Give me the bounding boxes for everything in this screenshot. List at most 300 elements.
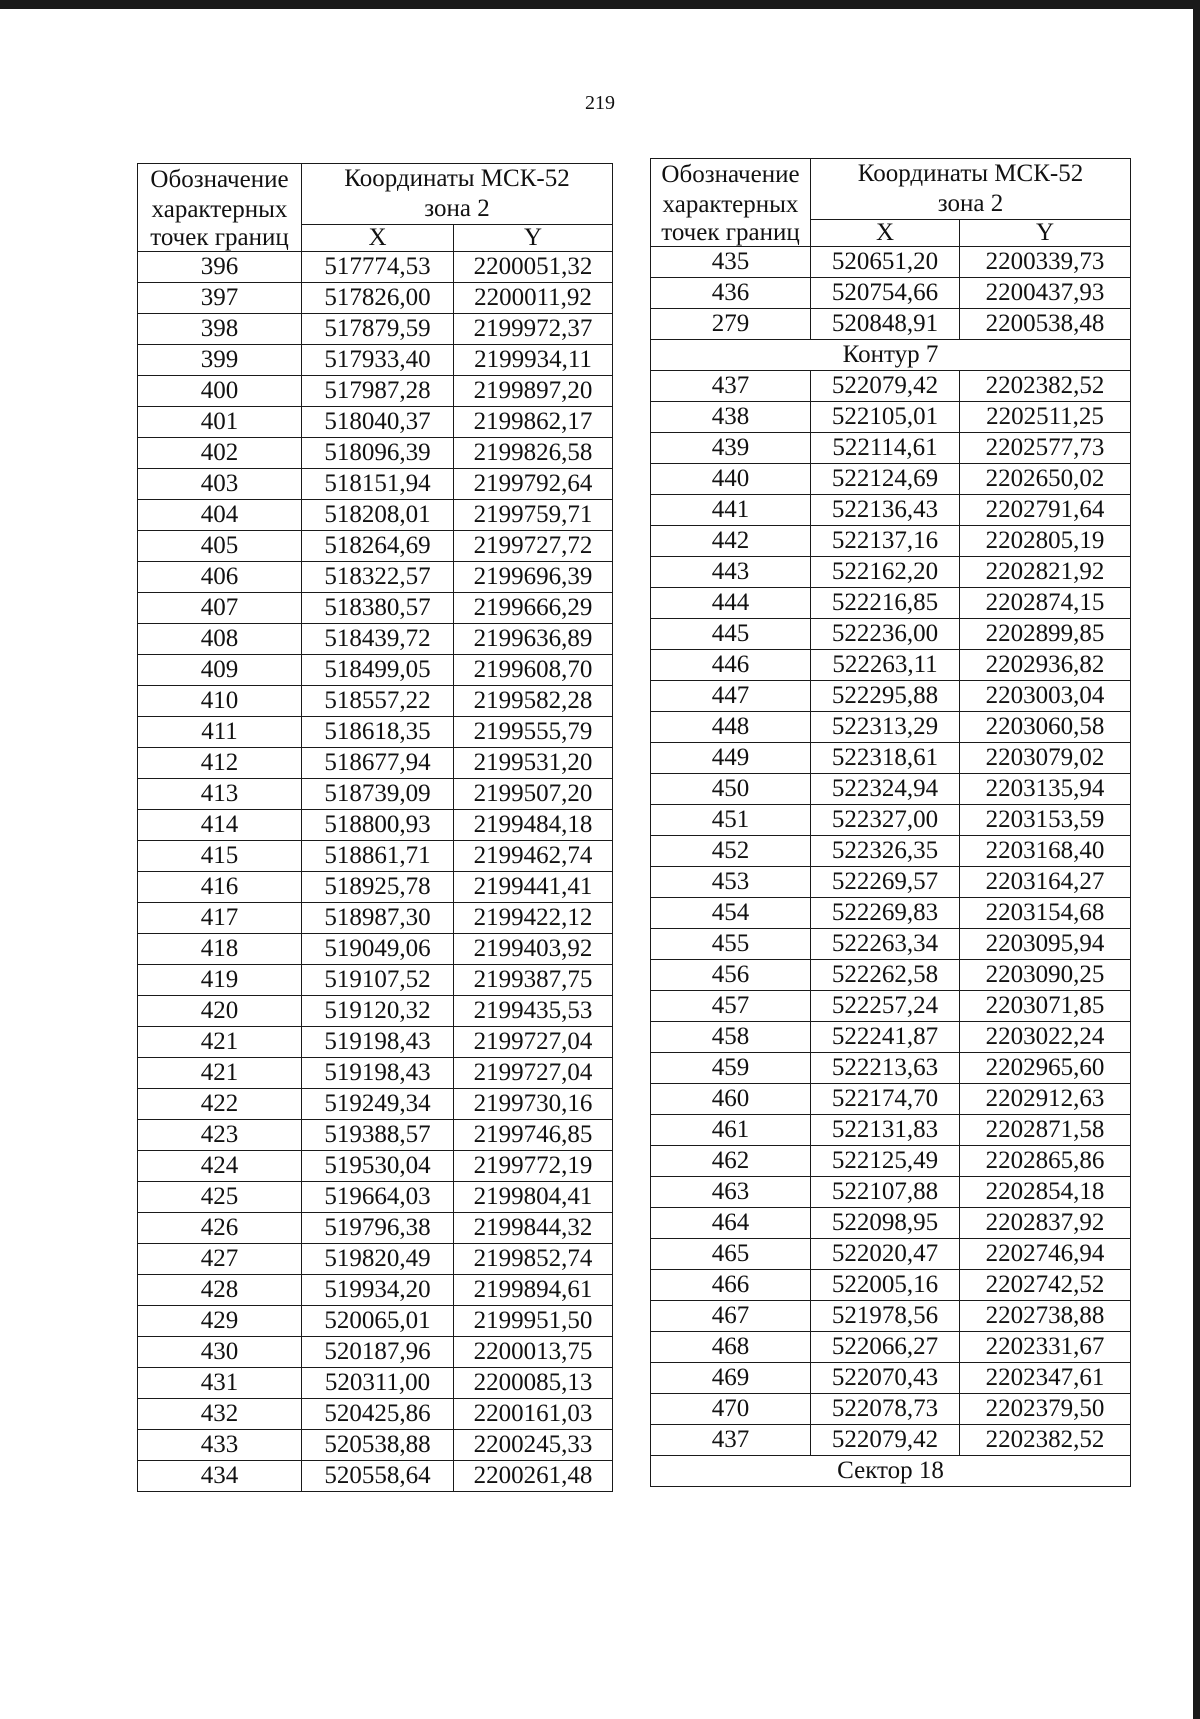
y-axis-header: Y: [454, 225, 613, 252]
table-row: [138, 469, 613, 500]
point-id-cell: 410: [138, 686, 302, 717]
table-row: [138, 1058, 613, 1089]
table-header: [651, 159, 1131, 247]
point-id-cell: 424: [138, 1151, 302, 1182]
page-number: 219: [585, 92, 615, 114]
x-coordinate-cell: 522324,94: [811, 774, 960, 805]
table-row: [138, 655, 613, 686]
table-row: [651, 898, 1131, 929]
point-id-cell: 422: [138, 1089, 302, 1120]
table-row: [138, 965, 613, 996]
y-coordinate-cell: 2202347,61: [960, 1363, 1131, 1394]
table-row: [651, 929, 1131, 960]
point-id-cell: 430: [138, 1337, 302, 1368]
point-id-cell: 412: [138, 748, 302, 779]
x-coordinate-cell: 522079,42: [811, 371, 960, 402]
point-id-cell: 437: [651, 1425, 811, 1456]
point-id-cell: 434: [138, 1461, 302, 1492]
table-row: [138, 1275, 613, 1306]
point-id-cell: 403: [138, 469, 302, 500]
y-coordinate-cell: 2199555,79: [454, 717, 613, 748]
y-coordinate-cell: 2202382,52: [960, 371, 1131, 402]
y-coordinate-cell: 2199403,92: [454, 934, 613, 965]
x-coordinate-cell: 522216,85: [811, 588, 960, 619]
table-row: [651, 1301, 1131, 1332]
y-coordinate-cell: 2202791,64: [960, 495, 1131, 526]
x-coordinate-cell: 518925,78: [302, 872, 454, 903]
point-id-cell: 469: [651, 1363, 811, 1394]
y-coordinate-cell: 2203079,02: [960, 743, 1131, 774]
point-id-cell: 444: [651, 588, 811, 619]
point-id-cell: 458: [651, 1022, 811, 1053]
table-row: [138, 531, 613, 562]
section-row: [651, 1456, 1131, 1487]
table-row: [138, 934, 613, 965]
table-row: [651, 1363, 1131, 1394]
y-coordinate-cell: 2200085,13: [454, 1368, 613, 1399]
section-title: Сектор 18: [651, 1456, 1131, 1487]
table-row: [138, 686, 613, 717]
x-coordinate-cell: 522263,11: [811, 650, 960, 681]
x-coordinate-cell: 518151,94: [302, 469, 454, 500]
table-row: [138, 810, 613, 841]
y-coordinate-cell: 2200245,33: [454, 1430, 613, 1461]
y-coordinate-cell: 2202874,15: [960, 588, 1131, 619]
x-coordinate-cell: 520651,20: [811, 247, 960, 278]
table-row: [138, 1368, 613, 1399]
table-row: [651, 1394, 1131, 1425]
x-coordinate-cell: 519120,32: [302, 996, 454, 1027]
table-row: [651, 1022, 1131, 1053]
x-coordinate-cell: 520558,64: [302, 1461, 454, 1492]
coords-zone: зона 2: [937, 190, 1004, 217]
y-coordinate-cell: 2202331,67: [960, 1332, 1131, 1363]
x-coordinate-cell: 520848,91: [811, 309, 960, 340]
point-id-cell: 409: [138, 655, 302, 686]
point-id-cell: 445: [651, 619, 811, 650]
table-row: [651, 681, 1131, 712]
x-coordinate-cell: 520187,96: [302, 1337, 454, 1368]
point-id-cell: 448: [651, 712, 811, 743]
point-id-cell: 470: [651, 1394, 811, 1425]
section-title: Контур 7: [651, 340, 1131, 371]
table-row: [138, 1120, 613, 1151]
point-id-cell: 438: [651, 402, 811, 433]
y-coordinate-cell: 2203135,94: [960, 774, 1131, 805]
point-id-cell: 432: [138, 1399, 302, 1430]
y-coordinate-cell: 2199582,28: [454, 686, 613, 717]
point-id-cell: 408: [138, 624, 302, 655]
y-coordinate-cell: 2199852,74: [454, 1244, 613, 1275]
x-coordinate-cell: 522124,69: [811, 464, 960, 495]
y-coordinate-cell: 2200011,92: [454, 283, 613, 314]
x-coordinate-cell: 520538,88: [302, 1430, 454, 1461]
coords-zone: зона 2: [424, 195, 490, 222]
point-id-cell: 466: [651, 1270, 811, 1301]
y-coordinate-cell: 2202382,52: [960, 1425, 1131, 1456]
y-coordinate-cell: 2202965,60: [960, 1053, 1131, 1084]
y-coordinate-cell: 2203022,24: [960, 1022, 1131, 1053]
table-row: [651, 991, 1131, 1022]
y-coordinate-cell: 2199772,19: [454, 1151, 613, 1182]
coordinates-table-left: [137, 163, 613, 1492]
y-coordinate-cell: 2199727,04: [454, 1058, 613, 1089]
point-id-cell: 437: [651, 371, 811, 402]
y-coordinate-cell: 2199441,41: [454, 872, 613, 903]
y-coordinate-cell: 2202854,18: [960, 1177, 1131, 1208]
y-coordinate-cell: 2199507,20: [454, 779, 613, 810]
y-coordinate-cell: 2199894,61: [454, 1275, 613, 1306]
point-label-line-2: характерных: [662, 190, 799, 218]
x-coordinate-cell: 519664,03: [302, 1182, 454, 1213]
table-row: [651, 495, 1131, 526]
point-id-cell: 279: [651, 309, 811, 340]
table-row: [651, 1425, 1131, 1456]
y-coordinate-cell: 2199862,17: [454, 407, 613, 438]
table-row: [651, 1239, 1131, 1270]
x-coordinate-cell: 522326,35: [811, 836, 960, 867]
table-row: [138, 438, 613, 469]
y-coordinate-cell: 2199972,37: [454, 314, 613, 345]
table-row: [138, 1027, 613, 1058]
table-row: [651, 1177, 1131, 1208]
point-id-cell: 451: [651, 805, 811, 836]
point-id-cell: 415: [138, 841, 302, 872]
y-coordinate-cell: 2199826,58: [454, 438, 613, 469]
x-coordinate-cell: 519198,43: [302, 1058, 454, 1089]
section-row: [651, 340, 1131, 371]
table-row: [138, 1244, 613, 1275]
y-coordinate-cell: 2200538,48: [960, 309, 1131, 340]
y-coordinate-cell: 2199727,72: [454, 531, 613, 562]
x-coordinate-cell: 517826,00: [302, 283, 454, 314]
point-id-cell: 450: [651, 774, 811, 805]
table-body-left: [138, 252, 613, 1492]
table-header: [138, 164, 613, 252]
x-coordinate-cell: 522241,87: [811, 1022, 960, 1053]
x-coordinate-cell: 519530,04: [302, 1151, 454, 1182]
point-id-cell: 420: [138, 996, 302, 1027]
point-id-cell: 457: [651, 991, 811, 1022]
point-id-cell: 462: [651, 1146, 811, 1177]
x-coordinate-cell: 518557,22: [302, 686, 454, 717]
point-id-cell: 447: [651, 681, 811, 712]
table-row: [138, 1089, 613, 1120]
table-row: [651, 1115, 1131, 1146]
point-id-cell: 468: [651, 1332, 811, 1363]
y-coordinate-cell: 2199608,70: [454, 655, 613, 686]
point-id-cell: 413: [138, 779, 302, 810]
x-coordinate-cell: 522327,00: [811, 805, 960, 836]
y-coordinate-cell: 2199951,50: [454, 1306, 613, 1337]
point-id-cell: 396: [138, 252, 302, 283]
table-row: [138, 1151, 613, 1182]
table-row: [138, 841, 613, 872]
y-coordinate-cell: 2200161,03: [454, 1399, 613, 1430]
y-coordinate-cell: 2202837,92: [960, 1208, 1131, 1239]
x-coordinate-cell: 518800,93: [302, 810, 454, 841]
y-coordinate-cell: 2202899,85: [960, 619, 1131, 650]
x-coordinate-cell: 518322,57: [302, 562, 454, 593]
x-coordinate-cell: 519107,52: [302, 965, 454, 996]
x-axis-header: X: [811, 220, 960, 247]
scan-edge-right: [1193, 0, 1200, 1719]
table-row: [651, 278, 1131, 309]
x-coordinate-cell: 522070,43: [811, 1363, 960, 1394]
x-coordinate-cell: 520754,66: [811, 278, 960, 309]
point-id-cell: 405: [138, 531, 302, 562]
table-row: [138, 717, 613, 748]
table-row: [651, 247, 1131, 278]
point-id-cell: 461: [651, 1115, 811, 1146]
point-id-cell: 425: [138, 1182, 302, 1213]
table-row: [651, 867, 1131, 898]
y-coordinate-cell: 2203164,27: [960, 867, 1131, 898]
table-row: [651, 1208, 1131, 1239]
table-row: [651, 464, 1131, 495]
y-coordinate-cell: 2199435,53: [454, 996, 613, 1027]
x-coordinate-cell: 518618,35: [302, 717, 454, 748]
table-row: [651, 1053, 1131, 1084]
point-id-cell: 414: [138, 810, 302, 841]
table-row: [138, 1399, 613, 1430]
table-row: [138, 1182, 613, 1213]
table-row: [651, 619, 1131, 650]
y-coordinate-cell: 2202738,88: [960, 1301, 1131, 1332]
y-coordinate-cell: 2199666,29: [454, 593, 613, 624]
x-coordinate-cell: 522263,34: [811, 929, 960, 960]
point-id-cell: 418: [138, 934, 302, 965]
x-coordinate-cell: 522066,27: [811, 1332, 960, 1363]
table-row: [138, 1337, 613, 1368]
point-id-cell: 427: [138, 1244, 302, 1275]
point-id-cell: 421: [138, 1027, 302, 1058]
y-coordinate-cell: 2203003,04: [960, 681, 1131, 712]
table-row: [138, 624, 613, 655]
table-row: [138, 407, 613, 438]
point-id-cell: 441: [651, 495, 811, 526]
x-coordinate-cell: 518439,72: [302, 624, 454, 655]
x-coordinate-cell: 522020,47: [811, 1239, 960, 1270]
x-coordinate-cell: 519198,43: [302, 1027, 454, 1058]
point-id-cell: 464: [651, 1208, 811, 1239]
x-coordinate-cell: 522213,63: [811, 1053, 960, 1084]
table-row: [651, 371, 1131, 402]
y-coordinate-cell: 2203071,85: [960, 991, 1131, 1022]
table-row: [138, 252, 613, 283]
point-id-cell: 406: [138, 562, 302, 593]
coords-header: [302, 164, 613, 225]
y-coordinate-cell: 2202511,25: [960, 402, 1131, 433]
y-coordinate-cell: 2202821,92: [960, 557, 1131, 588]
table-row: [651, 1084, 1131, 1115]
y-coordinate-cell: 2199897,20: [454, 376, 613, 407]
coords-header: [811, 159, 1131, 220]
point-id-cell: 431: [138, 1368, 302, 1399]
table-row: [138, 748, 613, 779]
y-coordinate-cell: 2199844,32: [454, 1213, 613, 1244]
point-id-cell: 426: [138, 1213, 302, 1244]
x-coordinate-cell: 522295,88: [811, 681, 960, 712]
point-id-cell: 428: [138, 1275, 302, 1306]
table-row: [651, 743, 1131, 774]
point-id-cell: 467: [651, 1301, 811, 1332]
y-coordinate-cell: 2199696,39: [454, 562, 613, 593]
x-coordinate-cell: 522137,16: [811, 526, 960, 557]
x-coordinate-cell: 517879,59: [302, 314, 454, 345]
point-id-cell: 454: [651, 898, 811, 929]
point-label-header: [651, 159, 811, 247]
x-coordinate-cell: 522114,61: [811, 433, 960, 464]
y-coordinate-cell: 2203060,58: [960, 712, 1131, 743]
x-coordinate-cell: 519249,34: [302, 1089, 454, 1120]
x-coordinate-cell: 518208,01: [302, 500, 454, 531]
point-label-line-3: точек границ: [661, 218, 800, 246]
x-coordinate-cell: 518380,57: [302, 593, 454, 624]
table-body-right: [651, 247, 1131, 1487]
x-coordinate-cell: 522318,61: [811, 743, 960, 774]
x-coordinate-cell: 522079,42: [811, 1425, 960, 1456]
x-coordinate-cell: 522236,00: [811, 619, 960, 650]
table-row: [651, 557, 1131, 588]
y-coordinate-cell: 2203095,94: [960, 929, 1131, 960]
point-id-cell: 397: [138, 283, 302, 314]
x-coordinate-cell: 522005,16: [811, 1270, 960, 1301]
point-id-cell: 439: [651, 433, 811, 464]
table-row: [651, 774, 1131, 805]
x-coordinate-cell: 522257,24: [811, 991, 960, 1022]
table-row: [138, 345, 613, 376]
y-coordinate-cell: 2200013,75: [454, 1337, 613, 1368]
coordinates-table-right: [650, 158, 1131, 1487]
point-id-cell: 411: [138, 717, 302, 748]
table-row: [651, 526, 1131, 557]
point-id-cell: 423: [138, 1120, 302, 1151]
table-row: [138, 779, 613, 810]
table-row: [138, 500, 613, 531]
y-coordinate-cell: 2199636,89: [454, 624, 613, 655]
table-row: [651, 960, 1131, 991]
x-coordinate-cell: 518096,39: [302, 438, 454, 469]
table-row: [651, 588, 1131, 619]
x-coordinate-cell: 522078,73: [811, 1394, 960, 1425]
x-coordinate-cell: 522313,29: [811, 712, 960, 743]
point-id-cell: 453: [651, 867, 811, 898]
y-coordinate-cell: 2199462,74: [454, 841, 613, 872]
y-coordinate-cell: 2202912,63: [960, 1084, 1131, 1115]
x-coordinate-cell: 520425,86: [302, 1399, 454, 1430]
table-row: [138, 283, 613, 314]
y-axis-header: Y: [960, 220, 1131, 247]
x-coordinate-cell: 520065,01: [302, 1306, 454, 1337]
table-row: [138, 593, 613, 624]
table-row: [651, 402, 1131, 433]
y-coordinate-cell: 2203090,25: [960, 960, 1131, 991]
point-id-cell: 465: [651, 1239, 811, 1270]
y-coordinate-cell: 2199934,11: [454, 345, 613, 376]
x-coordinate-cell: 522174,70: [811, 1084, 960, 1115]
table-row: [651, 1270, 1131, 1301]
table-row: [651, 1332, 1131, 1363]
point-id-cell: 429: [138, 1306, 302, 1337]
y-coordinate-cell: 2202650,02: [960, 464, 1131, 495]
point-id-cell: 442: [651, 526, 811, 557]
y-coordinate-cell: 2202936,82: [960, 650, 1131, 681]
point-id-cell: 421: [138, 1058, 302, 1089]
point-id-cell: 399: [138, 345, 302, 376]
table-row: [651, 650, 1131, 681]
y-coordinate-cell: 2202746,94: [960, 1239, 1131, 1270]
table-row: [651, 1146, 1131, 1177]
x-coordinate-cell: 522107,88: [811, 1177, 960, 1208]
y-coordinate-cell: 2202379,50: [960, 1394, 1131, 1425]
y-coordinate-cell: 2199422,12: [454, 903, 613, 934]
x-coordinate-cell: 522136,43: [811, 495, 960, 526]
y-coordinate-cell: 2199727,04: [454, 1027, 613, 1058]
table-row: [651, 836, 1131, 867]
point-id-cell: 455: [651, 929, 811, 960]
point-id-cell: 402: [138, 438, 302, 469]
point-label-line-2: характерных: [151, 195, 288, 223]
y-coordinate-cell: 2203153,59: [960, 805, 1131, 836]
x-coordinate-cell: 518677,94: [302, 748, 454, 779]
x-coordinate-cell: 518040,37: [302, 407, 454, 438]
y-coordinate-cell: 2202871,58: [960, 1115, 1131, 1146]
x-coordinate-cell: 518861,71: [302, 841, 454, 872]
point-id-cell: 436: [651, 278, 811, 309]
x-coordinate-cell: 522162,20: [811, 557, 960, 588]
x-coordinate-cell: 519820,49: [302, 1244, 454, 1275]
coords-title: Координаты МСК-52: [344, 165, 570, 192]
y-coordinate-cell: 2200051,32: [454, 252, 613, 283]
point-id-cell: 417: [138, 903, 302, 934]
table-row: [651, 433, 1131, 464]
x-coordinate-cell: 518987,30: [302, 903, 454, 934]
point-label-line-1: Обозначение: [150, 165, 289, 193]
table-row: [138, 903, 613, 934]
y-coordinate-cell: 2199746,85: [454, 1120, 613, 1151]
coords-title: Координаты МСК-52: [857, 160, 1084, 187]
point-id-cell: 446: [651, 650, 811, 681]
x-coordinate-cell: 520311,00: [302, 1368, 454, 1399]
x-coordinate-cell: 522269,57: [811, 867, 960, 898]
y-coordinate-cell: 2199804,41: [454, 1182, 613, 1213]
x-coordinate-cell: 517987,28: [302, 376, 454, 407]
x-coordinate-cell: 522105,01: [811, 402, 960, 433]
x-coordinate-cell: 519934,20: [302, 1275, 454, 1306]
x-axis-header: X: [302, 225, 454, 252]
y-coordinate-cell: 2199792,64: [454, 469, 613, 500]
table-row: [138, 1213, 613, 1244]
x-coordinate-cell: 521978,56: [811, 1301, 960, 1332]
x-coordinate-cell: 522131,83: [811, 1115, 960, 1146]
y-coordinate-cell: 2199484,18: [454, 810, 613, 841]
scan-edge-top: [0, 0, 1200, 9]
x-coordinate-cell: 517933,40: [302, 345, 454, 376]
x-coordinate-cell: 522262,58: [811, 960, 960, 991]
y-coordinate-cell: 2199387,75: [454, 965, 613, 996]
x-coordinate-cell: 518264,69: [302, 531, 454, 562]
x-coordinate-cell: 522269,83: [811, 898, 960, 929]
table-row: [138, 1306, 613, 1337]
y-coordinate-cell: 2202577,73: [960, 433, 1131, 464]
table-row: [138, 872, 613, 903]
table-row: [651, 309, 1131, 340]
x-coordinate-cell: 519796,38: [302, 1213, 454, 1244]
point-id-cell: 400: [138, 376, 302, 407]
point-id-cell: 456: [651, 960, 811, 991]
point-id-cell: 463: [651, 1177, 811, 1208]
